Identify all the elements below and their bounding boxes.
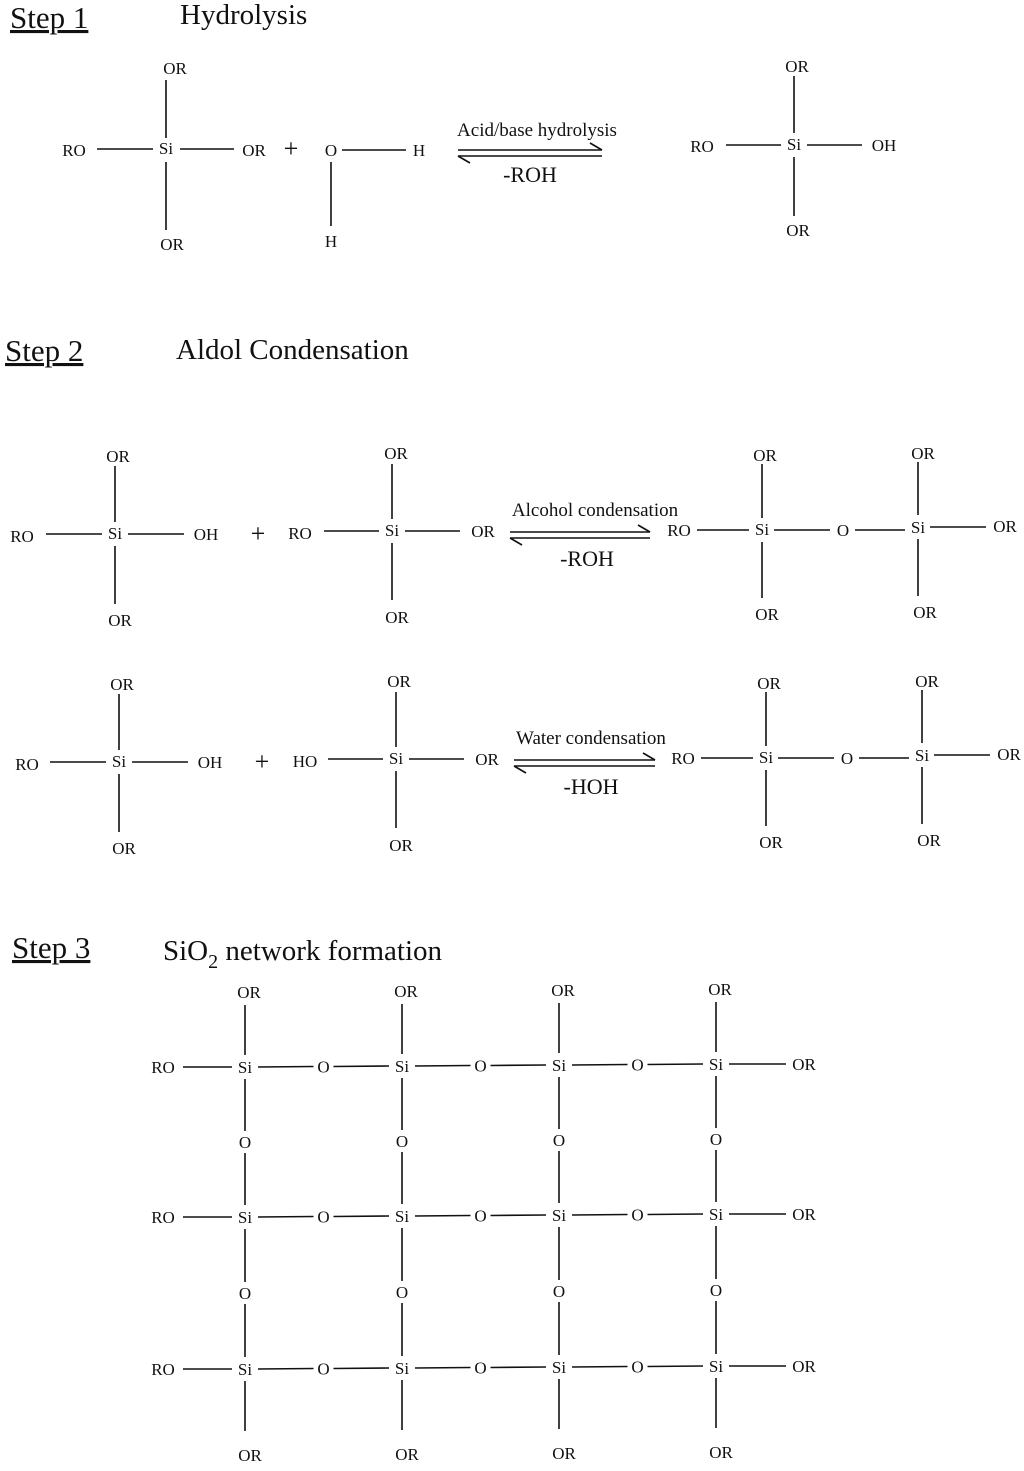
si-atom: Si (708, 1205, 724, 1224)
bond-line (258, 1369, 314, 1370)
or-group: OR (110, 675, 134, 694)
si-atom: Si (910, 518, 926, 537)
bond-line (572, 1215, 628, 1216)
or-group: OR (108, 611, 132, 630)
or-group: OR (471, 522, 495, 541)
ro-group: RO (671, 749, 695, 768)
or-group: OR (786, 221, 810, 240)
ro-group: RO (288, 524, 312, 543)
bridging-oxygen: O (836, 521, 850, 540)
bond-line (491, 1065, 547, 1066)
or-group: OR (384, 444, 408, 463)
step2-header (5, 333, 409, 368)
step3-label: Step 3 (12, 930, 91, 965)
or-group: OR (387, 672, 411, 691)
si-atom: Si (237, 1058, 253, 1077)
si-atom: Si (914, 746, 930, 765)
step1-heading: Hydrolysis (180, 0, 308, 31)
or-group: OR (913, 603, 937, 622)
si-atom: Si (394, 1359, 410, 1378)
bridging-oxygen: O (631, 1205, 644, 1225)
or-group: OR (757, 674, 781, 693)
or-group: OR (911, 444, 935, 463)
bridging-oxygen: O (395, 1283, 409, 1302)
water-condensation-reaction (15, 672, 1021, 858)
or-group: OR (759, 833, 783, 852)
bridging-oxygen: O (238, 1133, 252, 1152)
bridging-oxygen: O (474, 1358, 487, 1378)
si-atom: Si (551, 1358, 567, 1377)
bridging-oxygen: O (631, 1357, 644, 1377)
si-atom: Si (384, 521, 400, 540)
equilibrium-arrow (457, 120, 617, 187)
bond-line (491, 1215, 547, 1216)
alcohol-condensation-reaction (10, 444, 1017, 630)
oh-group: OH (197, 753, 223, 772)
bond-line (334, 1066, 390, 1067)
bond-line (334, 1368, 390, 1369)
or-group: OR (389, 836, 413, 855)
si-atom: Si (237, 1360, 253, 1379)
si-atom: Si (551, 1206, 567, 1225)
bridging-oxygen: O (709, 1281, 723, 1300)
bond-line (415, 1066, 471, 1067)
heading-suffix: network formation (218, 935, 443, 967)
bridging-oxygen: O (395, 1132, 409, 1151)
si-atom: Si (388, 749, 404, 768)
step2-heading: Aldol Condensation (176, 334, 409, 366)
or-group: OR (163, 59, 187, 78)
silanol-product (690, 57, 896, 240)
plus-sign: + (283, 134, 299, 163)
bridging-oxygen: O (317, 1359, 330, 1379)
ro-group: RO (62, 141, 86, 160)
step3-heading (163, 935, 443, 973)
or-group: OR (385, 608, 409, 627)
tetraalkoxysilane (62, 59, 266, 254)
or-group: OR (997, 745, 1021, 764)
si-atom: Si (786, 135, 802, 154)
alkoxysilane-reactant (288, 444, 495, 627)
plus-sign: + (254, 747, 270, 776)
or-group: OR (394, 982, 418, 1001)
si-atom: Si (111, 752, 127, 771)
or-group: OR (792, 1205, 816, 1224)
or-group: OR (552, 1444, 576, 1463)
plus-sign: + (250, 519, 266, 548)
ro-group: RO (151, 1360, 175, 1379)
step3-header (12, 930, 443, 973)
si-atom: Si (394, 1057, 410, 1076)
or-group: OR (753, 446, 777, 465)
siloxane-dimer-product (667, 444, 1017, 624)
si-atom: Si (708, 1055, 724, 1074)
ho-group: HO (292, 752, 318, 771)
or-group: OR (993, 517, 1017, 536)
bond-line (334, 1216, 390, 1217)
oh-group: OH (193, 525, 219, 544)
oh-group: OH (871, 136, 897, 155)
elimination-product: -HOH (563, 774, 619, 799)
or-group: OR (106, 447, 130, 466)
bridging-oxygen: O (709, 1130, 723, 1149)
bridging-oxygen: O (474, 1056, 487, 1076)
sio2-network-grid (151, 980, 816, 1465)
heading-prefix: SiO (163, 935, 209, 967)
oxygen-atom: O (324, 141, 338, 160)
si-atom: Si (708, 1357, 724, 1376)
arrow-label: Water condensation (516, 728, 666, 749)
bridging-oxygen: O (474, 1206, 487, 1226)
bridging-oxygen: O (840, 749, 854, 768)
ro-group: RO (151, 1058, 175, 1077)
bridging-oxygen: O (317, 1057, 330, 1077)
silanol-reactant (293, 672, 500, 855)
si-atom: Si (551, 1056, 567, 1075)
or-group: OR (708, 980, 732, 999)
or-group: OR (475, 750, 499, 769)
bridging-oxygen: O (631, 1055, 644, 1075)
or-group: OR (792, 1357, 816, 1376)
step1-label: Step 1 (10, 0, 89, 35)
or-group: OR (160, 235, 184, 254)
bond-line (415, 1216, 471, 1217)
bond-line (258, 1067, 314, 1068)
bridging-oxygen: O (238, 1284, 252, 1303)
or-group: OR (709, 1443, 733, 1462)
water-molecule (325, 141, 425, 251)
equilibrium-arrow (510, 500, 679, 571)
si-atom: Si (758, 748, 774, 767)
ro-group: RO (10, 527, 34, 546)
or-group: OR (112, 839, 136, 858)
si-atom: Si (158, 139, 174, 158)
bridging-oxygen: O (552, 1282, 566, 1301)
heading-subscript: 2 (208, 951, 219, 973)
si-atom: Si (237, 1208, 253, 1227)
hydrogen-atom: H (324, 232, 338, 251)
equilibrium-arrow (514, 728, 666, 799)
or-group: OR (242, 141, 266, 160)
bond-line (415, 1368, 471, 1369)
or-group: OR (551, 981, 575, 1000)
or-group: OR (792, 1055, 816, 1074)
or-group: OR (237, 983, 261, 1002)
or-group: OR (785, 57, 809, 76)
siloxane-dimer-product (671, 672, 1021, 852)
ro-group: RO (151, 1208, 175, 1227)
bond-line (572, 1065, 628, 1066)
si-atom: Si (754, 520, 770, 539)
bond-line (648, 1366, 704, 1367)
or-group: OR (238, 1446, 262, 1465)
or-group: OR (755, 605, 779, 624)
or-group: OR (395, 1445, 419, 1464)
step2-label: Step 2 (5, 333, 84, 368)
arrow-label: Acid/base hydrolysis (457, 120, 617, 141)
ro-group: RO (690, 137, 714, 156)
bridging-oxygen: O (317, 1207, 330, 1227)
bond-line (648, 1064, 704, 1065)
si-atom: Si (394, 1207, 410, 1226)
bond-line (258, 1217, 314, 1218)
elimination-product: -ROH (560, 546, 614, 571)
step1-reaction (62, 57, 896, 254)
ro-group: RO (15, 755, 39, 774)
or-group: OR (915, 672, 939, 691)
step1-header (10, 0, 307, 35)
elimination-product: -ROH (503, 162, 557, 187)
or-group: OR (917, 831, 941, 850)
hydrogen-atom: H (412, 141, 426, 160)
bridging-oxygen: O (552, 1131, 566, 1150)
bond-line (491, 1367, 547, 1368)
silanol-reactant (10, 447, 218, 630)
silanol-reactant (15, 675, 222, 858)
bond-line (572, 1367, 628, 1368)
si-atom: Si (107, 524, 123, 543)
bond-line (648, 1214, 704, 1215)
ro-group: RO (667, 521, 691, 540)
arrow-label: Alcohol condensation (511, 500, 679, 521)
